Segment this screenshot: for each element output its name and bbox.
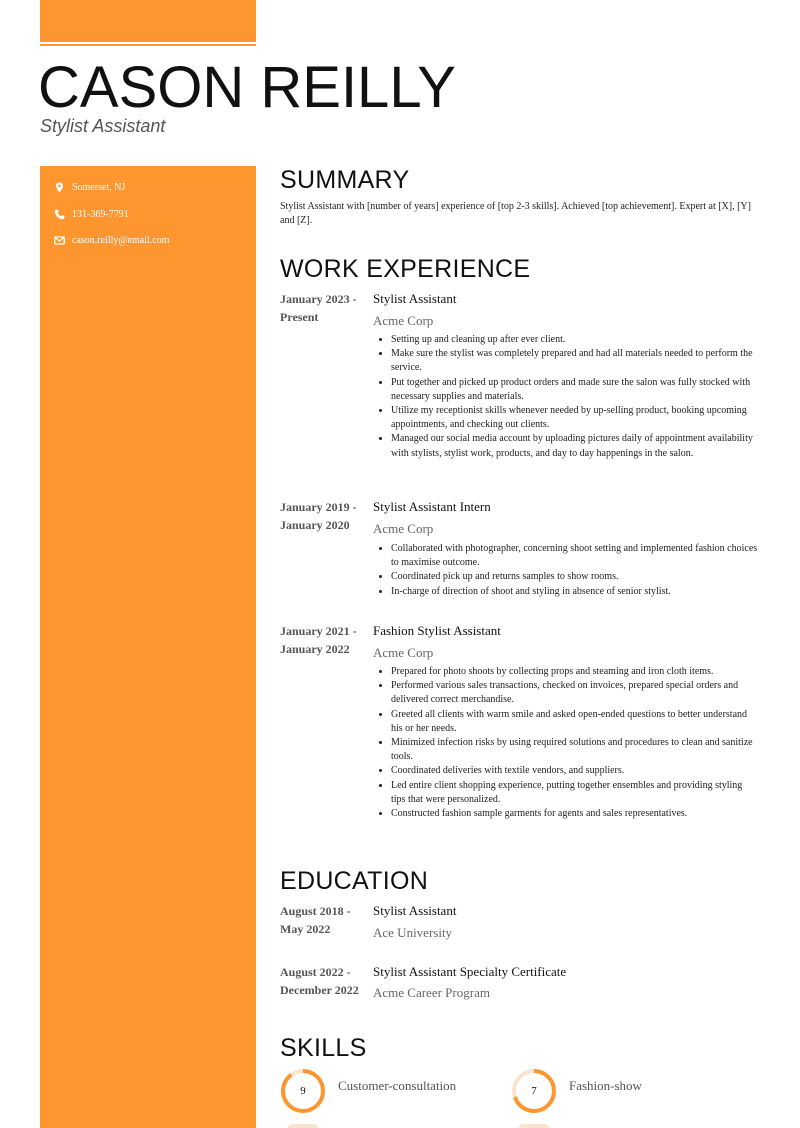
sidebar <box>40 166 256 1128</box>
list-item: • In-charge of direction of shoot and styling in absence of senior stylist. <box>391 585 759 599</box>
header-accent-line <box>40 44 256 46</box>
list-item: • Utilize my receptionist skills whenever needed by up-selling product, booking upcoming appointments, and checking out clients. <box>391 404 759 432</box>
candidate-role: Stylist Assistant <box>40 116 166 136</box>
job-date-end: January 2022 <box>280 642 350 656</box>
skill-ring-partial <box>288 1124 318 1128</box>
job-company: Acme Corp <box>373 313 434 328</box>
list-item: • Coordinated pick up and returns samples to show rooms. <box>391 570 759 584</box>
education-heading: EDUCATION <box>280 867 429 895</box>
job-bullets <box>391 665 759 821</box>
envelope-icon <box>54 235 65 246</box>
contact-location <box>54 182 125 193</box>
education-school: Ace University <box>373 925 453 940</box>
education-title: Stylist Assistant <box>373 903 457 918</box>
job-title: Stylist Assistant Intern <box>373 499 491 514</box>
contact-email[interactable] <box>54 235 170 246</box>
skill-ring-partial <box>519 1124 549 1128</box>
list-item: • Make sure the stylist was completely prepared and had all materials needed to perform the service. <box>391 347 759 375</box>
contact-phone <box>54 209 129 220</box>
list-item: • Minimized infection risks by using required solutions and procedures to clean and sanitize tools. <box>391 736 759 764</box>
education-date-end: May 2022 <box>280 922 331 936</box>
education-date-start: August 2022 - <box>280 965 351 979</box>
header-accent-block <box>40 0 256 42</box>
skill-level-ring <box>511 1068 557 1114</box>
education-school: Acme Career Program <box>373 985 490 1000</box>
candidate-name: CASON REILLY <box>38 55 456 120</box>
skill-item <box>511 1068 642 1114</box>
education-date-start: August 2018 - <box>280 904 351 918</box>
list-item: • Greeted all clients with warm smile and asked open-ended questions to better understand his or her needs. <box>391 708 759 736</box>
list-item: • Prepared for photo shoots by collecting props and steaming and iron cloth items. <box>391 665 759 679</box>
job-date-start: January 2021 - <box>280 624 357 638</box>
list-item: • Performed various sales transactions, checked on invoices, prepared special orders and delivered correct merchandise. <box>391 679 759 707</box>
job-bullets <box>391 542 759 599</box>
list-item: • Coordinated deliveries with textile vendors, and suppliers. <box>391 764 759 778</box>
list-item: • Managed our social media account by uploading pictures daily of appointment availability with stylists, stylist work, products, and day to day happenings in the salon. <box>391 432 759 460</box>
list-item: • Led entire client shopping experience, putting together ensembles and providing styling tips that were personalized. <box>391 779 759 807</box>
skills-heading: SKILLS <box>280 1034 367 1062</box>
skill-level-ring <box>280 1068 326 1114</box>
job-date-end: January 2020 <box>280 518 350 532</box>
experience-heading: WORK EXPERIENCE <box>280 255 531 283</box>
job-date <box>280 498 372 534</box>
job-title: Stylist Assistant <box>373 291 457 306</box>
education-date <box>280 963 372 999</box>
list-item: • Put together and picked up product orders and made sure the salon was fully stocked with necessary supplies and materials. <box>391 376 759 404</box>
list-item: • Collaborated with photographer, concerning shoot setting and implemented fashion choices to maximise outcome. <box>391 542 759 570</box>
summary-text: Stylist Assistant with [number of years] experience of [top 2-3 skills]. Achieved [top achievement]. Expert at [X], [Y] and [Z]. <box>280 201 751 226</box>
job-bullets <box>391 333 759 461</box>
job-date-end: Present <box>280 310 319 324</box>
summary-heading: SUMMARY <box>280 166 410 194</box>
education-date-end: December 2022 <box>280 983 359 997</box>
job-company: Acme Corp <box>373 521 434 536</box>
phone-icon <box>54 209 65 220</box>
job-title: Fashion Stylist Assistant <box>373 623 501 638</box>
skill-name: Customer-consultation <box>338 1078 457 1093</box>
contact-phone-text: 131-369-7791 <box>72 209 129 220</box>
list-item: • Setting up and cleaning up after ever client. <box>391 333 759 347</box>
contact-location-text: Somerset, NJ <box>72 182 126 193</box>
list-item: • Constructed fashion sample garments for agents and sales representatives. <box>391 807 759 821</box>
contact-email-text[interactable]: cason.reilly@email.com <box>72 235 170 246</box>
skill-name: Fashion-show <box>569 1078 642 1093</box>
job-date-start: January 2019 - <box>280 500 357 514</box>
job-date <box>280 290 372 326</box>
skill-item <box>280 1068 456 1114</box>
job-date-start: January 2023 - <box>280 292 357 306</box>
skill-level: 7 <box>531 1085 537 1097</box>
map-pin-icon <box>54 182 65 193</box>
job-company: Acme Corp <box>373 645 434 660</box>
education-title: Stylist Assistant Specialty Certificate <box>373 964 567 979</box>
education-date <box>280 902 372 938</box>
job-date <box>280 622 372 658</box>
skill-level: 9 <box>300 1085 306 1097</box>
